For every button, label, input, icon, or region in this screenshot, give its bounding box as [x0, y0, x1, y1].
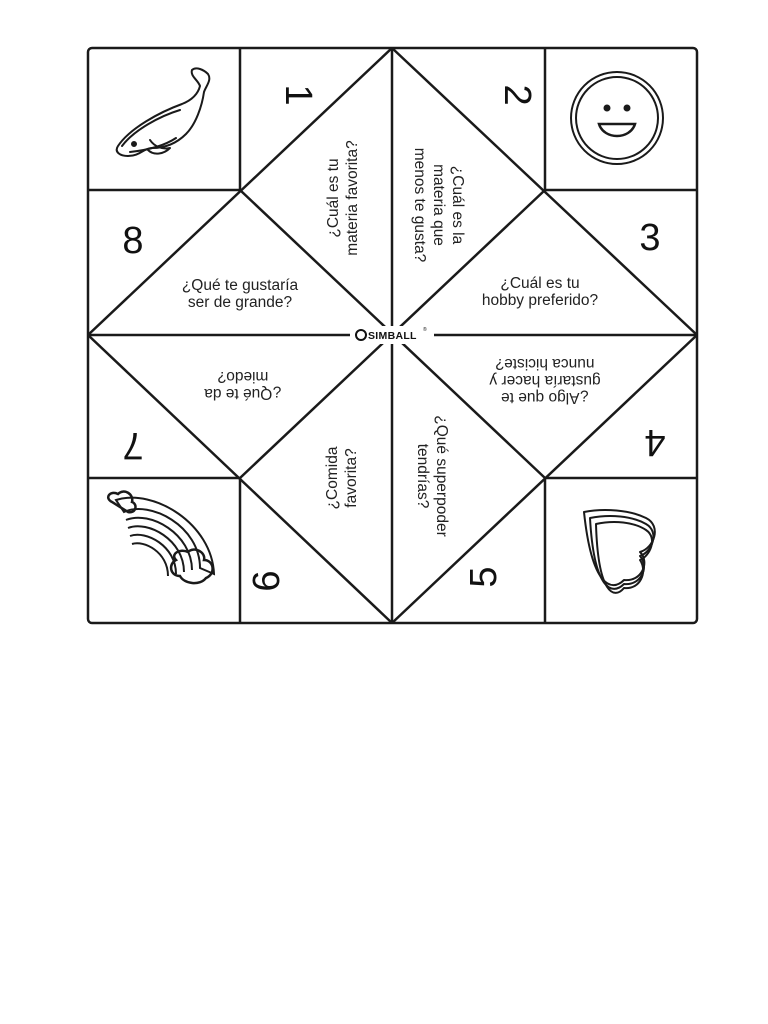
question-1-line-1: ¿Cuál es tu [325, 158, 342, 238]
question-7-line-2: miedo? [217, 368, 269, 385]
number-2: 2 [496, 84, 538, 106]
whale-icon [117, 68, 210, 156]
number-5: 5 [463, 566, 505, 588]
number-6: 6 [246, 570, 288, 592]
question-4-line-3: nunca hiciste? [495, 355, 595, 372]
question-6-line-2: favorita? [343, 448, 360, 508]
question-6-line-1: ¿Comida [324, 446, 341, 510]
number-4: 4 [644, 421, 666, 463]
question-8-line-2: ser de grande? [187, 294, 293, 311]
number-1: 1 [277, 84, 319, 106]
question-2-line-2: materia que [430, 164, 447, 246]
question-8-line-1: ¿Qué te gustaría [181, 277, 299, 294]
brand-logo [350, 326, 434, 344]
number-7: 7 [122, 424, 144, 466]
question-3-line-2: hobby preferido? [481, 292, 599, 309]
question-5-line-2: tendrías? [414, 443, 431, 509]
question-1-line-2: materia favorita? [344, 140, 361, 256]
question-4-line-2: gustaría hacer y [489, 372, 601, 389]
question-7-line-1: ¿Qué te da [204, 385, 282, 402]
smiling-sun-icon [571, 72, 663, 164]
heart-icon [584, 510, 655, 593]
question-2-line-1: ¿Cuál es la [449, 165, 466, 245]
question-2-line-3: menos te gusta? [411, 147, 428, 263]
question-4-line-1: ¿Algo que te [501, 389, 589, 406]
brand-name: SIMBALL [368, 330, 417, 342]
brand-mark: ® [423, 327, 427, 333]
rainbow-icon [108, 492, 214, 584]
question-3-line-1: ¿Cuál es tu [500, 275, 580, 292]
number-3: 3 [639, 217, 661, 259]
number-8: 8 [122, 220, 144, 262]
question-5-line-1: ¿Qué superpoder [433, 415, 450, 537]
